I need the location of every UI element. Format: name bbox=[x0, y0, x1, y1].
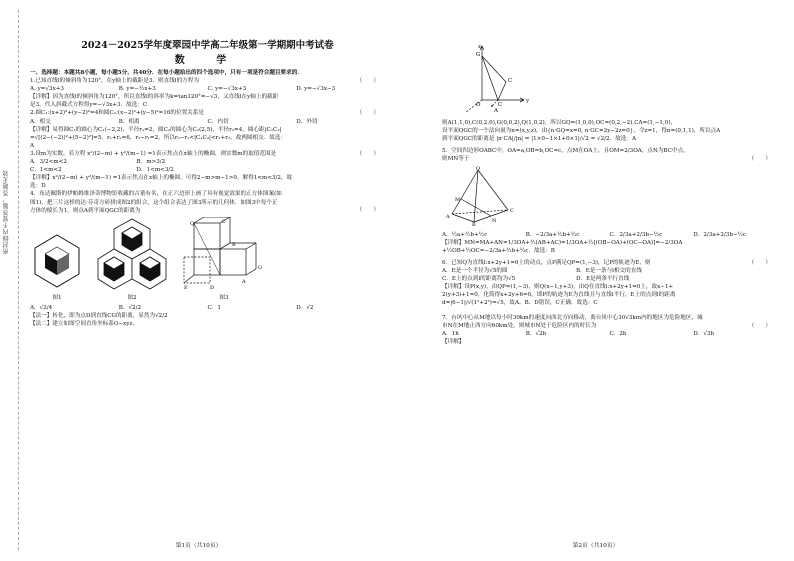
q6-detail-line: d=|6−1|/√(1²+2²)=√5，故A、B、D错误，C正确．故选：C bbox=[442, 300, 598, 307]
figure-1-hexagon-tile bbox=[32, 233, 82, 291]
binding-dashed-line bbox=[18, 10, 19, 550]
q6-options-row-2 bbox=[442, 275, 710, 283]
q4-figures bbox=[32, 217, 385, 302]
svg-text:A: A bbox=[446, 213, 450, 220]
q2-stem: 2.圆C₁:(x+2)²+(y−2)²=4和圆C₂:(x−2)²+(y−5)²=16的位置关系是 bbox=[30, 110, 204, 117]
q5-option-a: A．½a+½b+½c bbox=[442, 231, 488, 238]
left-column bbox=[30, 40, 385, 328]
q7-option-d: D．√3h bbox=[693, 330, 715, 337]
q7-option-c: C．2h bbox=[609, 330, 627, 337]
q1-option-d: D. y=−√3x−3 bbox=[296, 86, 336, 93]
q6-option-c: C．E上的点到l的距离均为√5 bbox=[442, 276, 516, 283]
svg-text:y: y bbox=[526, 98, 530, 104]
section-header: 一、选择题：本题共8小题，每小题5分，共40分．在每小题给出的四个选项中，只有一项是符合题目要求的． bbox=[30, 70, 303, 76]
q7-options bbox=[442, 330, 777, 338]
subject-title: 数 学 bbox=[174, 55, 241, 66]
q1-detail-line: 【详解】因为直线l的倾斜角为120°，所以直线l的斜率为k=tan120°=−√3，又直线l在y轴上的截距 bbox=[30, 94, 279, 101]
q4-option-c: C．1 bbox=[207, 304, 221, 311]
question-3 bbox=[30, 150, 385, 190]
q2-option-a: A．相交 bbox=[30, 118, 51, 125]
q2-options bbox=[30, 118, 385, 126]
q3-detail-line: 选：D bbox=[30, 183, 46, 190]
q5-answer-paren: （ ） bbox=[748, 156, 771, 163]
q7-stem-line: 市N在M地正西方向60km处，则城市N处于危险区内的时长为 bbox=[442, 322, 597, 329]
svg-text:D: D bbox=[210, 284, 215, 291]
q4-stem-line: 方体的棱长为1，则点A到平面QGC的距离为 bbox=[30, 207, 141, 214]
q7-detail: 【详解】 bbox=[442, 338, 465, 345]
q5-option-b: B．−2/3a+½b+½c bbox=[525, 231, 580, 238]
q3-option-a: A．3/2<m<2 bbox=[30, 159, 67, 166]
question-6 bbox=[442, 259, 777, 308]
exam-title: 2024－2025学年度翠园中学高二年级第一学期期中考试卷 bbox=[81, 40, 334, 51]
svg-text:O: O bbox=[476, 165, 481, 172]
q1-answer-paren: （ ） bbox=[356, 78, 379, 85]
figure-2-tile-combination bbox=[96, 217, 168, 291]
q6-stem: 6．已知Q为直线l:x+2y+1=0上的动点，点P满足QP=(1,−3)，记P的轨迹为E，则 bbox=[442, 259, 651, 266]
q4-solution-line: 则A(1,1,0),C(0,2,0),G(0,0,2),Q(1,0,2)，所以GQ=(1,0,0),OC=(0,2,−2),CA=(1,−1,0)， bbox=[442, 120, 677, 127]
q5-stem-2: 则MN等于 bbox=[442, 156, 470, 163]
binding-line-notice: 密封线内不要答题，答题无效 bbox=[3, 170, 10, 255]
svg-text:z: z bbox=[478, 44, 481, 50]
q4-option-a: A．√2/4 bbox=[30, 304, 53, 311]
q5-options bbox=[442, 231, 777, 239]
svg-text:G: G bbox=[258, 264, 262, 271]
q4-method-1: 【法一】转化，即为点D到直线CG的距离，显然为√2/2 bbox=[30, 312, 168, 319]
right-page bbox=[397, 0, 794, 561]
q7-option-a: A．1h bbox=[442, 330, 459, 337]
svg-text:C: C bbox=[498, 102, 503, 108]
q2-detail-line: A bbox=[30, 142, 35, 149]
q2-option-c: C．内切 bbox=[207, 118, 229, 125]
svg-text:A: A bbox=[494, 108, 498, 114]
q4-option-b: B．√2/2 bbox=[118, 304, 142, 311]
figure-3-cube-solid bbox=[182, 217, 266, 291]
q1-options bbox=[30, 85, 385, 93]
q2-detail-line: 【详解】易得圆C₁的圆心为C₁(−2,2)，半径r₁=2，圆C₂的圆心为C₂(2,5)，半径r₂=4，圆心距|C₁C₂| bbox=[30, 126, 282, 133]
q5-option-d: D．2/3a+2/3b−½c bbox=[693, 231, 747, 238]
question-7 bbox=[442, 314, 777, 346]
q6-detail-line: 2(y+3)+1=0，化简得x+2y+6=0，即P的轨迹为E为直线且与直线l平行，E上的点到l的距离 bbox=[442, 292, 676, 299]
q4-solution-line: 设平面QGC的一个法向量为n=(x,y,z)，由{n·GQ=x=0, n·GC=2y−2z=0}，令z=1，得n=(0,1,1)，所以点A bbox=[442, 128, 721, 135]
svg-text:M: M bbox=[455, 196, 461, 203]
right-column bbox=[442, 40, 777, 346]
figure-2 bbox=[96, 217, 168, 302]
q6-option-d: D．E是两条平行直线 bbox=[576, 276, 630, 283]
q5-figure bbox=[446, 166, 777, 229]
q6-detail-line: 【详解】设P(x,y)，由QP=(1,−3)，则Q(x−1,y+3)，由Q在直线l:x+2y+1=0上，故x−1+ bbox=[442, 284, 674, 291]
q3-answer-paren: （ ） bbox=[356, 150, 379, 157]
svg-text:C: C bbox=[222, 218, 226, 225]
figure-2-label: 图2 bbox=[127, 294, 137, 301]
q2-option-d: D．外切 bbox=[296, 118, 318, 125]
q1-option-c: C. y=−√3x+3 bbox=[207, 86, 247, 93]
coordinate-figure bbox=[452, 42, 777, 117]
q7-stem-line: 7．台风中心从M地以每小时30km的速度向西北方向移动，离台风中心30√3km内的地区为危险地区，城 bbox=[442, 314, 703, 321]
q1-option-b: B. y=−½x+3 bbox=[118, 86, 156, 93]
svg-text:Q: Q bbox=[190, 220, 195, 227]
q6-options-row-1 bbox=[442, 267, 710, 275]
svg-text:G: G bbox=[476, 52, 481, 58]
question-5 bbox=[442, 147, 777, 255]
svg-text:N: N bbox=[492, 217, 497, 224]
q2-answer-paren: （ ） bbox=[356, 110, 379, 117]
q5-detail-line: +½OB+½OC=−2/3a+½b+½c．故选：B bbox=[442, 247, 555, 254]
page-footer: 第2页（共10页） bbox=[572, 543, 619, 549]
q4-option-d: D．√2 bbox=[296, 304, 314, 311]
svg-text:C: C bbox=[508, 78, 513, 84]
figure-3-label: 图3 bbox=[219, 294, 229, 301]
coordinate-axes-diagram bbox=[452, 42, 532, 114]
q3-option-d: D．1<m<3/2 bbox=[136, 167, 174, 174]
q3-option-b: B．m>3/2 bbox=[136, 159, 166, 166]
q6-option-a: A．E是一个半径为√5的圆 bbox=[442, 268, 508, 275]
q5-option-c: C．2/3a+2/3b−½c bbox=[609, 231, 663, 238]
q3-option-c: C．1<m<2 bbox=[30, 167, 62, 174]
q4-stem-line: 图1)，把三片这样的达·芬奇方砖拼成图2的组合，这个组合表达了图3所示的几何体．如图3中每个正 bbox=[30, 199, 278, 206]
figure-3 bbox=[182, 217, 266, 302]
q5-detail-line: 【详解】MN=MA+AN=1/3OA+½(AB+AC)=1/3OA+½[(OB−OA)+(OC−OA)]=−2/3OA bbox=[442, 239, 683, 246]
q5-stem: 5．空间四边形OABC中，OA=a,OB=b,OC=c，点M在OA上，且OM=2/3OA，点N为BC中点， bbox=[442, 148, 689, 155]
q3-detail-line: 【详解】x²/(2−m) + y²/(m−1) =1表示焦点在x轴上的椭圆，可得2−m>m−1>0，解得1<m<3/2，故 bbox=[30, 175, 293, 182]
q4-options bbox=[30, 304, 385, 312]
q4-method-2: 【法二】建立如图空间直角坐标系O−xyz． bbox=[30, 321, 139, 328]
q7-option-b: B．√2h bbox=[525, 330, 547, 337]
figure-1-label: 图1 bbox=[52, 294, 62, 301]
q1-stem: 1.已知直线l的倾斜角为120°，在y轴上的截距是3，则直线l的方程为 bbox=[30, 78, 199, 85]
question-2 bbox=[30, 109, 385, 149]
q3-stem: 3.设m为实数，若方程 x²/(2−m) + y²/(m−1) =1表示焦点在x轴上的椭圆，则实数m的取值范围是 bbox=[30, 150, 277, 157]
q3-options-row-2 bbox=[30, 166, 243, 174]
q7-answer-paren: （ ） bbox=[748, 322, 771, 329]
svg-text:A: A bbox=[242, 278, 246, 285]
svg-text:O: O bbox=[476, 102, 481, 108]
question-1 bbox=[30, 77, 385, 109]
page-footer: 第1页（共10页） bbox=[175, 543, 222, 549]
q2-option-b: B．相离 bbox=[118, 118, 140, 125]
svg-text:B: B bbox=[472, 221, 476, 226]
q4-answer-paren: （ ） bbox=[356, 207, 379, 214]
q4-solution-line: 到平面QGC的距离是 |n·CA|/|n| = |1×0−1×1+0×1|/√2 = √2/2．故选：A bbox=[442, 136, 637, 143]
q4-stem-line: 4．布达佩斯的伊帕姆维泽蒂博物馆收藏的古董有名，在正六边形上画了具有视觉效果的正方体图案(如 bbox=[30, 191, 282, 198]
svg-text:C: C bbox=[510, 207, 514, 214]
tetrahedron-diagram bbox=[446, 166, 516, 226]
svg-text:E: E bbox=[184, 284, 188, 291]
q1-detail-line: 是3，代入斜截式方程得y=−√3x+3．故选：C bbox=[30, 102, 148, 109]
q2-detail-line: =√[(2−(−2))²+(5−2)²]=5，r₁+r₂=6，r₂−r₁=2，所以r₂−r₁<|C₁C₂|<r₁+r₂，故两圆相交．故选： bbox=[30, 134, 287, 141]
q6-option-b: B．E是一条与l相交的直线 bbox=[576, 268, 642, 275]
svg-text:B: B bbox=[232, 241, 236, 248]
q1-option-a: A. y=√3x+3 bbox=[30, 86, 64, 93]
figure-1 bbox=[32, 233, 82, 302]
question-4 bbox=[30, 190, 385, 328]
q3-options-row-1 bbox=[30, 158, 243, 166]
q6-answer-paren: （ ） bbox=[748, 259, 771, 266]
